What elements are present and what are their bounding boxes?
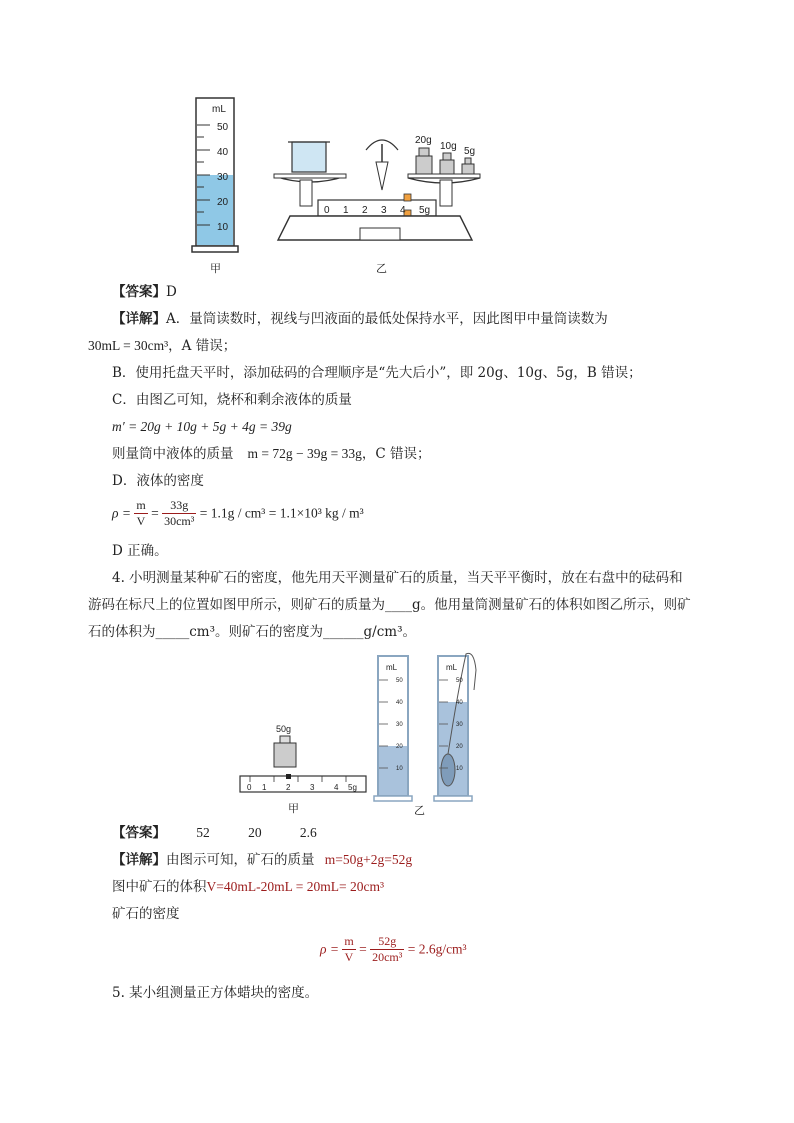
- svg-text:50: 50: [456, 678, 463, 684]
- q4-density-formula: ρ = $\frac{m}{V}$ = $\frac{52g}{\text{20cm³}}$ = 2.6g/cm³: [320, 934, 467, 964]
- svg-text:4: 4: [400, 205, 406, 216]
- svg-text:0: 0: [247, 783, 252, 792]
- svg-text:10: 10: [456, 766, 463, 772]
- svg-text:30: 30: [217, 172, 229, 183]
- label-yi: 乙: [376, 263, 387, 275]
- svg-text:5g: 5g: [419, 205, 431, 216]
- weight-and-rider-scale-jia: [240, 724, 366, 792]
- q3-answer: 【答案】D: [112, 284, 177, 300]
- weight-20g: 20g: [415, 135, 432, 146]
- svg-text:30: 30: [456, 722, 463, 728]
- q4-detail-1: 【详解】由图示可知，矿石的质量 m=50g+2g=52g: [112, 852, 413, 868]
- q4-answer: 【答案】 52 20 2.6: [112, 825, 317, 841]
- svg-text:1: 1: [343, 205, 349, 216]
- svg-text:2: 2: [362, 205, 368, 216]
- svg-text:50: 50: [217, 122, 229, 133]
- q3-detail-a: 【详解】A．量筒读数时，视线与凹液面的最低处保持水平，因此图甲中量筒读数为: [112, 311, 608, 327]
- q4-label-jia: 甲: [288, 803, 299, 815]
- q4-stem-line3: 石的体积为_____cm³。则矿石的密度为______g/cm³。: [88, 624, 416, 640]
- svg-text:40: 40: [396, 700, 403, 706]
- q4-answer-3: 2.6: [299, 825, 317, 840]
- weight-10g: 10g: [440, 141, 457, 152]
- svg-text:mL: mL: [446, 663, 458, 672]
- svg-text:mL: mL: [386, 663, 398, 672]
- q4-stem-line2: 游码在标尺上的位置如图甲所示，则矿石的质量为____g。他用量筒测量矿石的体积如图乙所示，则矿: [88, 597, 691, 613]
- q4-detail-2: 图中矿石的体积V=40mL-20mL = 20mL= 20cm³: [112, 879, 384, 895]
- svg-text:20: 20: [456, 744, 463, 750]
- svg-text:50: 50: [396, 678, 403, 684]
- figure-q4: [236, 650, 496, 818]
- q4-detail-3: 矿石的密度: [112, 906, 180, 922]
- svg-text:5g: 5g: [348, 783, 357, 792]
- svg-text:10: 10: [217, 222, 229, 233]
- q3-detail-b: B．使用托盘天平时，添加砝码的合理顺序是“先大后小”，即 20g、10g、5g，B 错误；: [112, 365, 642, 381]
- q4-stem-line1: 4. 小明测量某种矿石的密度，他先用天平测量矿石的质量，当天平平衡时，放在右盘中的砝码和: [112, 570, 683, 586]
- svg-text:3: 3: [310, 783, 315, 792]
- q4-answer-2: 20: [248, 825, 262, 840]
- q3-detail-c: C．由图乙可知，烧杯和剩余液体的质量: [112, 392, 352, 408]
- q3-detail-c2: 则量筒中液体的质量 m = 72g − 39g = 33g，C 错误；: [112, 446, 431, 462]
- weight-50g: 50g: [276, 724, 292, 734]
- cylinder-with-ore: [434, 653, 476, 801]
- graduated-cylinder-jia: [192, 98, 238, 252]
- svg-text:40: 40: [217, 147, 229, 158]
- svg-text:1: 1: [262, 783, 267, 792]
- balance-yi: [274, 135, 480, 240]
- svg-text:10: 10: [396, 766, 403, 772]
- svg-text:30: 30: [396, 722, 403, 728]
- svg-text:2: 2: [286, 783, 291, 792]
- svg-text:3: 3: [381, 205, 387, 216]
- svg-text:0: 0: [324, 205, 330, 216]
- svg-text:20: 20: [217, 197, 229, 208]
- q3-detail-d: D．液体的密度: [112, 473, 204, 489]
- q3-answer-value: D: [166, 284, 177, 300]
- q4-label-yi: 乙: [414, 805, 425, 817]
- cylinder-before: [374, 656, 412, 801]
- svg-text:40: 40: [456, 700, 463, 706]
- q3-density-formula: ρ = $\frac{m}{V}$ = $\frac{33g}{\text{30cm³}}$ = 1.1g / cm³ = 1.1×10³ kg / m³: [112, 498, 364, 528]
- q3-detail-c-math: m′ = 20g + 10g + 5g + 4g = 39g: [112, 419, 292, 434]
- q5-stem: 5. 某小组测量正方体蜡块的密度。: [112, 985, 319, 1001]
- svg-text:4: 4: [334, 783, 339, 792]
- weight-5g: 5g: [464, 146, 476, 157]
- q3-detail-a2: 30mL = 30cm³，A 错误；: [88, 338, 237, 354]
- q3-conclusion: D 正确。: [112, 543, 168, 559]
- figure-cylinder-and-balance: [190, 92, 490, 277]
- q4-answer-1: 52: [196, 825, 210, 840]
- label-jia: 甲: [210, 263, 221, 275]
- svg-text:20: 20: [396, 744, 403, 750]
- cylinder-unit: mL: [212, 104, 226, 115]
